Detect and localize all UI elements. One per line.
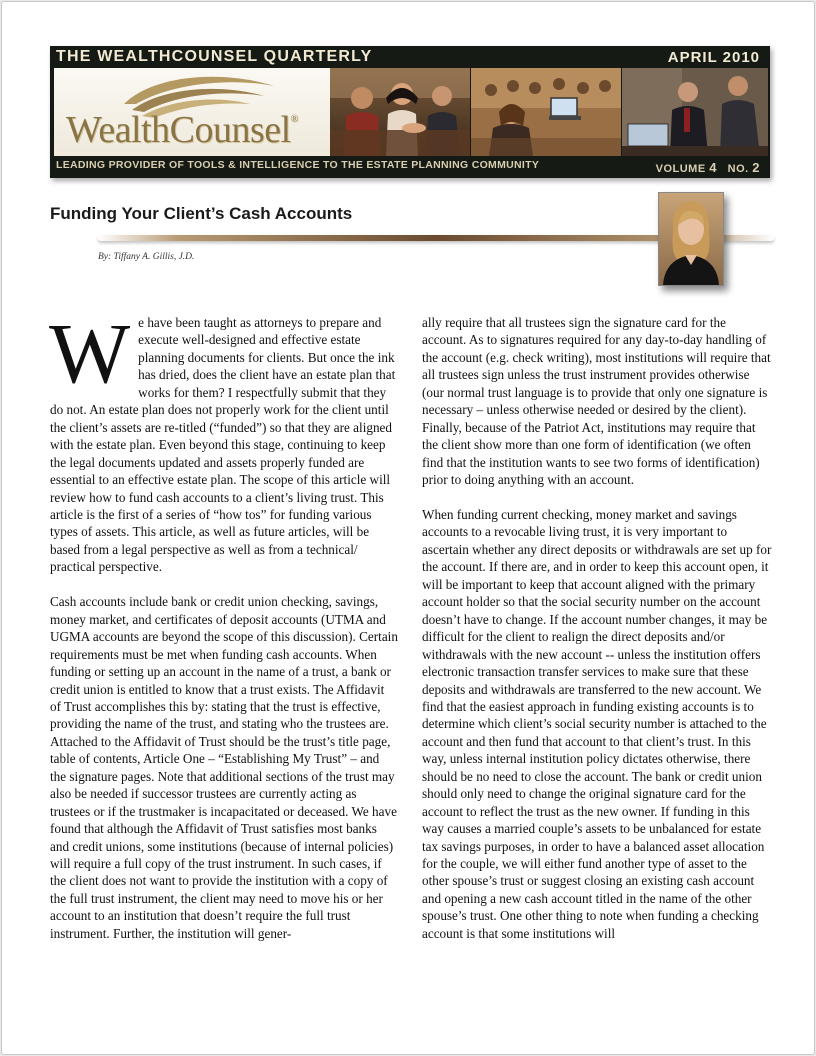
issue-date: APRIL 2010 [667, 49, 760, 66]
newsletter-page [1, 1, 815, 1055]
article-byline: By: Tiffany A. Gillis, J.D. [98, 252, 195, 262]
wealthcounsel-logo [54, 68, 330, 156]
logo-wordmark: WealthCounsel [66, 109, 291, 151]
drop-cap: W [49, 305, 131, 401]
paragraph-1 [49, 305, 398, 576]
publication-title: THE WEALTHCOUNSEL QUARTERLY [56, 48, 373, 65]
author-photo [658, 192, 724, 286]
paragraph-4: When funding current checking, money market and savings accounts to a revocable living trust, it is very important to ascertain whether any direct deposits or withdrawals are set up for the account. If there are, and in order to keep this account open, it will be important to keep that account aligned with the primary account holder so that the social security number on the account doesn’t have to change. If the account number changes, it may be difficult for the client to realign the direct deposits and/or withdrawals with the new account -- unless the institution offers electronic transaction transfer services to make sure that these deposits and withdrawals are transferred to the new account. We find that the easiest approach in funding existing accounts is to determine which client’s social security number is attached to the account and then fund that account to that client’s trust. In this way, unless internal institution policy dictates otherwise, there should be no need to close the account. The bank or credit union should only need to change the original signature card for the account to reflect the trust as the new owner. If funding in this way causes a married couple’s assets to be unbalanced for estate tax savings purposes, in order to have a balanced asset allocation for the couple, we will either fund another type of asset to the other spouse’s trust or suggest closing an existing cash account and opening a new cash account titled in the name of the other spouse’s trust. One other thing to note when funding a checking account is that some institutions will [422, 506, 772, 941]
photo-office-meeting [622, 68, 768, 156]
article-column-2 [422, 314, 772, 942]
photo-seminar [471, 68, 621, 156]
issue-label: NO. [727, 163, 749, 175]
masthead-top-bar [50, 46, 770, 68]
photo-handshake [330, 68, 470, 156]
masthead-banner [50, 46, 770, 178]
paragraph-1-text: e have been taught as attorneys to prepare and execute well-designed and effective estate planning documents for clients. But once the ink has dried, does the client have an estate plan that works for them? I respectfully submit that they do not. An estate plan does not properly work for the client until the client’s assets are re-titled (“funded”) so that they are aligned with the estate plan. Even beyond this stage, continuing to keep the legal documents updated and assets properly funded are essential to an effective estate plan. The scope of this article will review how to fund cash accounts to a client’s living trust. This article is the first of a series of “how tos” for funding various types of assets. This article, as well as future articles, will be based from a legal perspective as well as from a technical/ practical perspective. [50, 315, 396, 575]
paragraph-2: Cash accounts include bank or credit union checking, savings, money market, and certificates of deposit accounts (UTMA and UGMA accounts are beyond the scope of this discussion). Certain requirements must be met when funding cash accounts. When funding or setting up an account in the name of a trust, a bank or credit union is entitled to know that a trust exists. The Affidavit of Trust accomplishes this by: stating that the trust is effective, providing the name of the trust, and stating who the trustees are. Attached to the Affidavit of Trust should be the trust’s title page, table of contents, Article One – “Establishing My Trust” – and the signature pages. Note that additional sections of the trust may also be needed if successor trustees are currently acting as trustees or if the trustmaker is incapacitated or deceased. We have found that although the Affidavit of Trust satisfies most banks and credit unions, some institutions (because of internal policies) will require a full copy of the trust instrument. In such cases, if the client does not want to provide the institution with a copy of the full trust instrument, the client may need to move his or her account to an institution that doesn’t require the full trust instrument. Further, the institution will gener- [50, 594, 398, 941]
issue-number: 2 [752, 160, 760, 175]
masthead-bottom-bar [54, 157, 768, 175]
masthead-tagline: LEADING PROVIDER OF TOOLS & INTELLIGENCE TO THE ESTATE PLANNING COMMUNITY [56, 159, 540, 171]
masthead-artwork [54, 68, 768, 156]
article-column-1 [49, 305, 398, 942]
article-title: Funding Your Client’s Cash Accounts [50, 204, 353, 223]
paragraph-3: ally require that all trustees sign the signature card for the account. As to signatures required for any day-to-day handling of the account (e.g. check writing), most institutions will require that all trustees sign unless the trust instrument provides otherwise (our normal trust language is to provide that only one signature is necessary – unless otherwise needed or desired by the client). Finally, because of the Patriot Act, institutions may require that the client show more than one form of identification (we often find that the institution wants to see two forms of identification) prior to doing anything with an account. [422, 315, 771, 488]
volume-label: VOLUME [655, 163, 706, 175]
volume-issue [656, 160, 760, 175]
volume-number: 4 [709, 160, 717, 175]
registered-mark-icon: ® [290, 114, 298, 125]
